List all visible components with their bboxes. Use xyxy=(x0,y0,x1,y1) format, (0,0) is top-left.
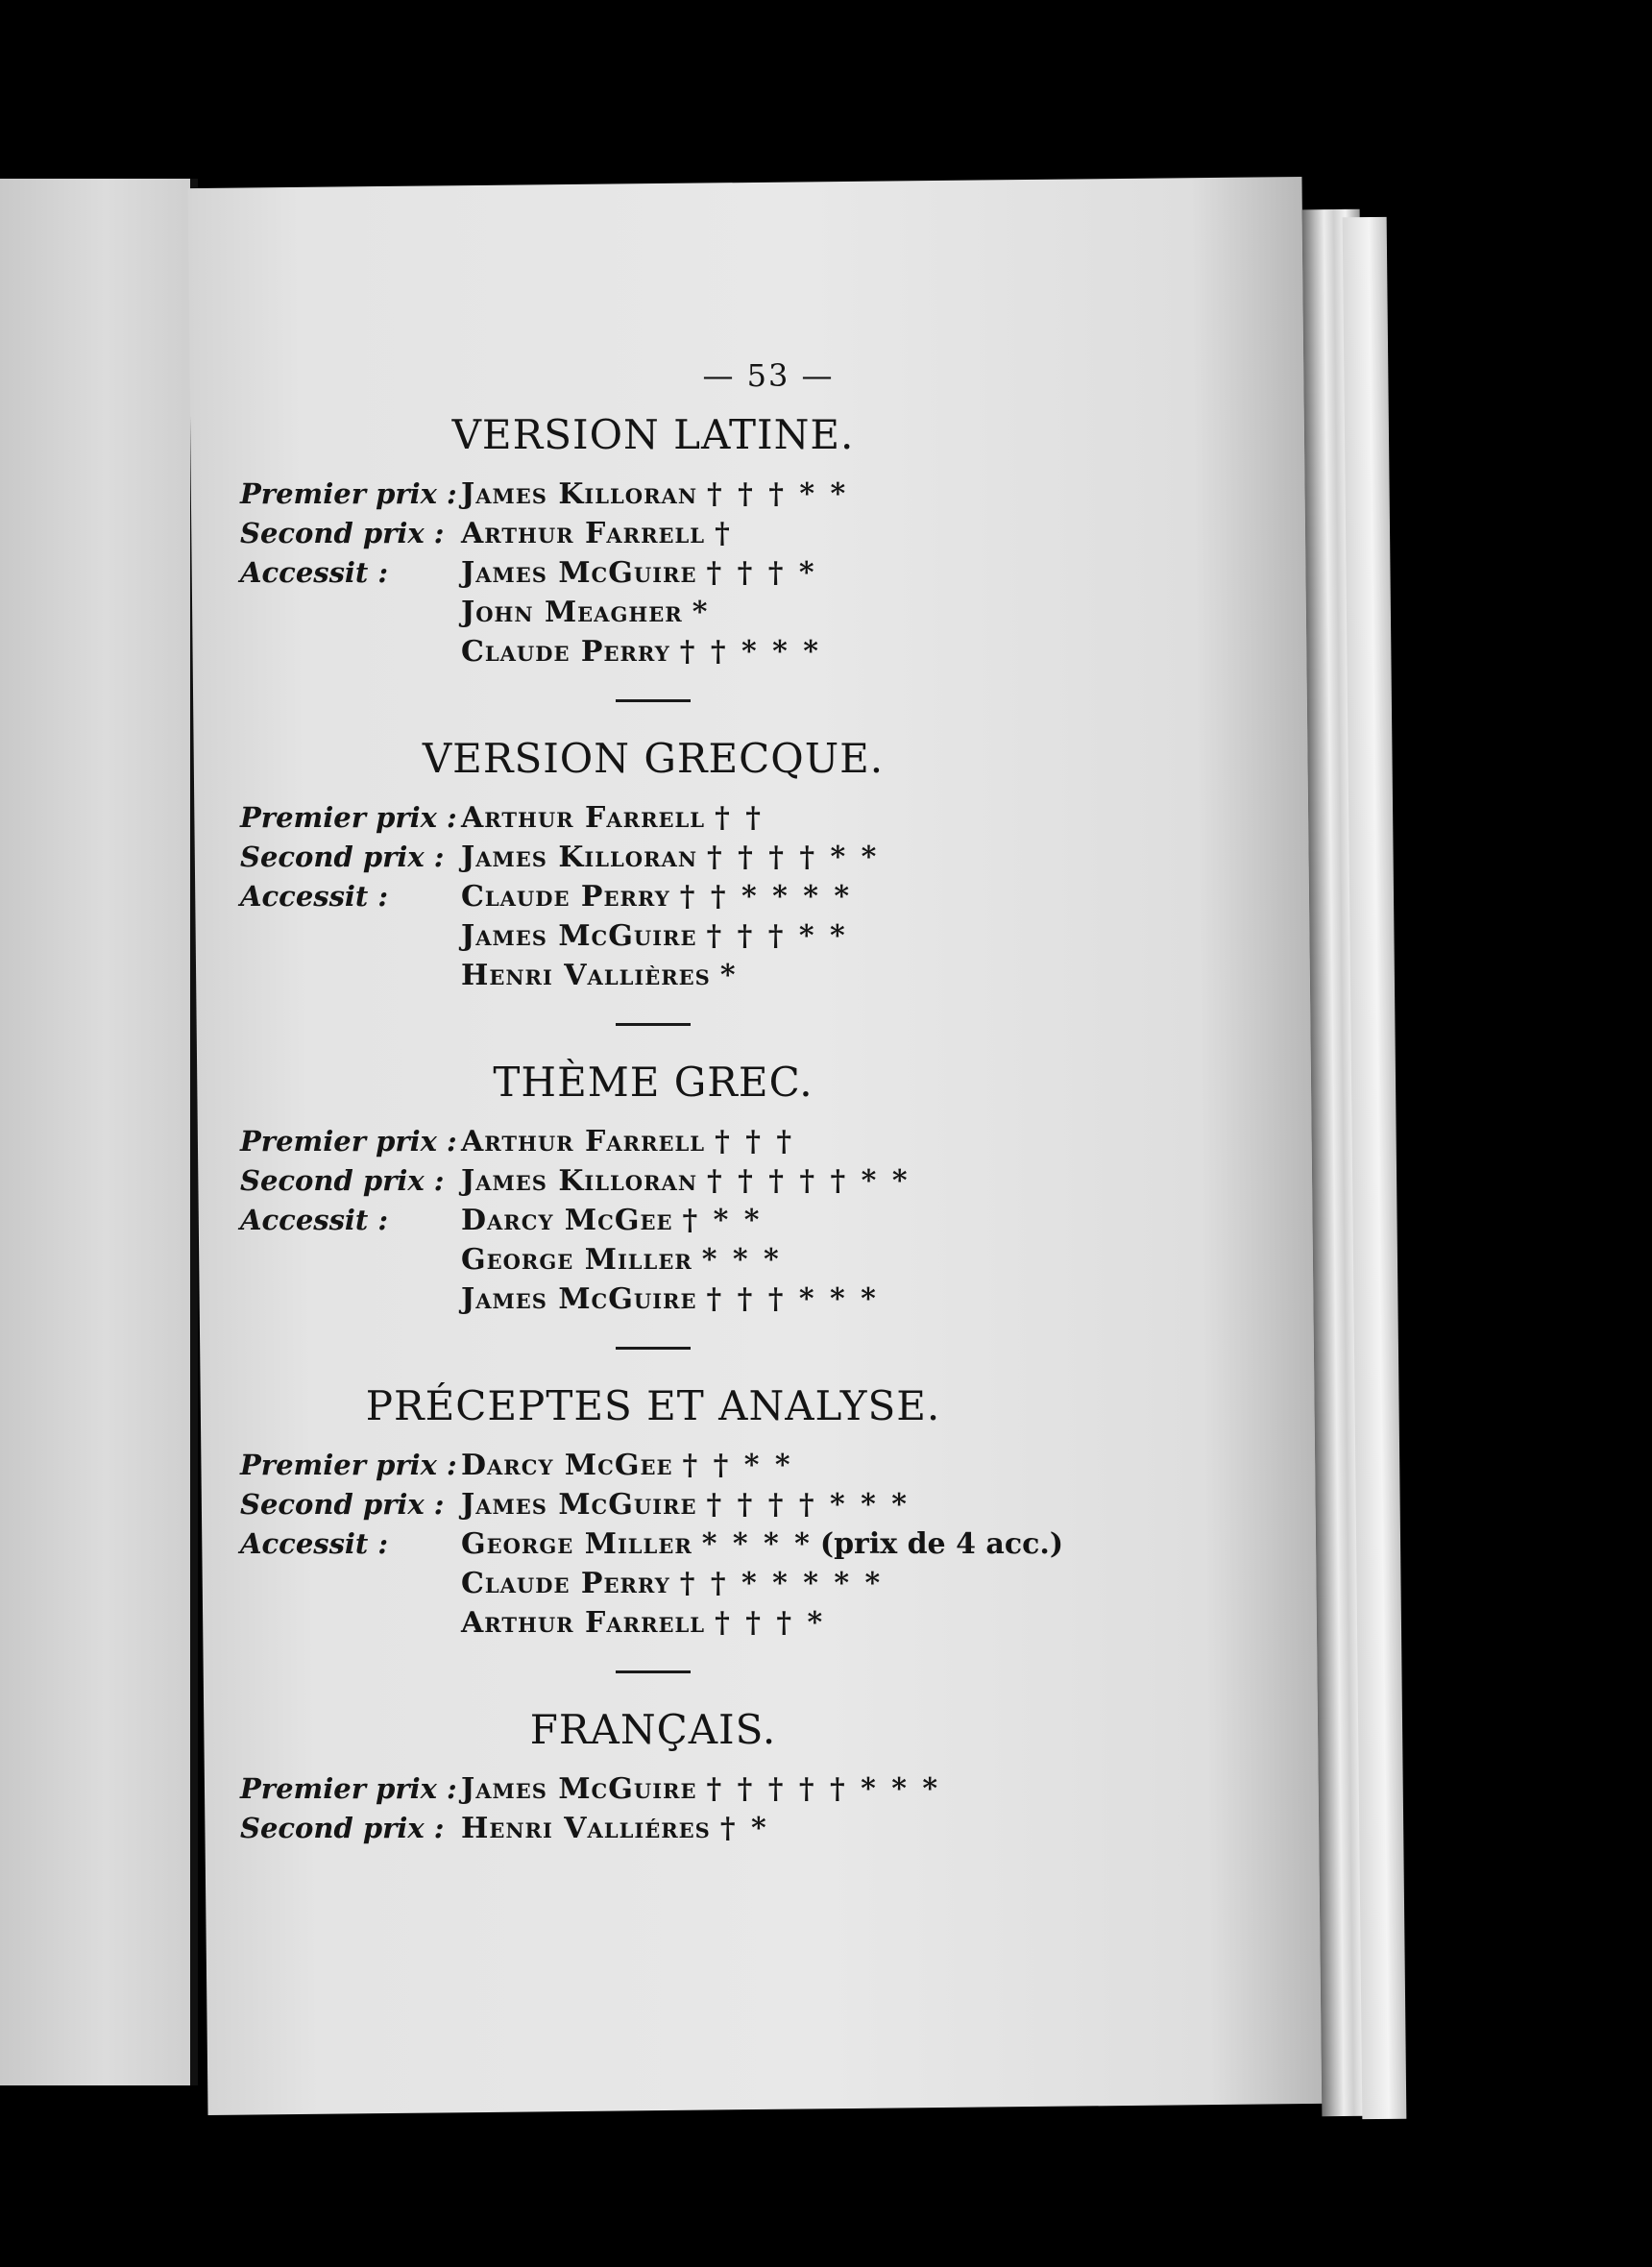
merit-marks: † xyxy=(715,517,733,550)
student-name: Arthur Farrell xyxy=(461,517,706,550)
student-name: Claude Perry xyxy=(461,1567,670,1600)
student-name: Henri Vallières xyxy=(461,959,711,992)
prize-label: Accessit : xyxy=(240,556,389,589)
prize-section xyxy=(240,1059,1066,1322)
student-name: Darcy McGee xyxy=(461,1449,673,1482)
prize-row xyxy=(240,1812,1066,1851)
prize-row xyxy=(240,1527,1066,1567)
student-name: James McGuire xyxy=(461,556,697,590)
merit-marks: † † * * * xyxy=(679,635,821,669)
section-title: VERSION GRECQUE. xyxy=(422,735,885,782)
student-name: Arthur Farrell xyxy=(461,1125,706,1158)
merit-marks: * xyxy=(719,959,739,992)
prize-section xyxy=(240,411,1066,674)
prize-label: Premier prix : xyxy=(240,1449,457,1481)
prize-label: Premier prix : xyxy=(240,1125,457,1158)
prize-row xyxy=(240,477,1066,517)
student-name: Arthur Farrell xyxy=(461,801,706,835)
section-title: FRANÇAIS. xyxy=(529,1706,777,1753)
prize-section xyxy=(240,735,1066,998)
merit-marks: † † † † * * xyxy=(707,841,880,874)
prize-note: (prix de 4 acc.) xyxy=(819,1527,1064,1561)
prize-row xyxy=(240,1606,1066,1645)
merit-marks: † † * * * * * xyxy=(679,1567,884,1600)
student-name: Claude Perry xyxy=(461,635,670,669)
merit-marks: † † xyxy=(715,801,764,835)
prize-section xyxy=(240,1382,1066,1645)
student-name: George Miller xyxy=(461,1527,692,1561)
student-name: James Killoran xyxy=(461,841,698,874)
merit-marks: † † † * * xyxy=(706,919,848,953)
prize-row xyxy=(240,635,1066,674)
student-name: Henri Valliéres xyxy=(461,1812,711,1845)
student-name: James McGuire xyxy=(461,1488,697,1522)
prize-label: Second prix : xyxy=(240,841,445,873)
prize-row xyxy=(240,596,1066,635)
merit-marks: † † † † * * * xyxy=(706,1488,910,1522)
prize-label: Second prix : xyxy=(240,1164,445,1197)
prize-row xyxy=(240,1488,1066,1527)
prize-row xyxy=(240,841,1066,880)
prize-label: Premier prix : xyxy=(240,801,457,834)
student-name: Darcy McGee xyxy=(461,1204,673,1237)
prize-label: Accessit : xyxy=(240,880,389,913)
prize-label: Second prix : xyxy=(240,1812,445,1844)
section-divider xyxy=(616,699,691,702)
prize-label: Premier prix : xyxy=(240,1772,457,1805)
merit-marks: † † † * * xyxy=(707,477,849,511)
section-divider xyxy=(616,1347,691,1350)
merit-marks: † * xyxy=(719,1812,769,1845)
merit-marks: † * * xyxy=(682,1204,763,1237)
prize-row xyxy=(240,517,1066,556)
merit-marks: † † † xyxy=(715,1125,795,1158)
section-title: PRÉCEPTES ET ANALYSE. xyxy=(365,1382,941,1429)
section-divider xyxy=(616,1670,691,1673)
student-name: James McGuire xyxy=(461,919,697,953)
student-name: James Killoran xyxy=(461,477,698,511)
merit-marks: † † † * xyxy=(715,1606,826,1640)
merit-marks: * xyxy=(692,596,711,629)
merit-marks: † † * * * * xyxy=(679,880,853,914)
student-name: James Killoran xyxy=(461,1164,698,1198)
section-title: THÈME GREC. xyxy=(493,1059,814,1106)
prize-row xyxy=(240,801,1066,841)
prize-label: Accessit : xyxy=(240,1527,389,1560)
merit-marks: † † † * xyxy=(706,556,817,590)
student-name: George Miller xyxy=(461,1243,692,1277)
section-divider xyxy=(616,1023,691,1026)
student-name: Claude Perry xyxy=(461,880,670,914)
prize-row xyxy=(240,1567,1066,1606)
prize-row xyxy=(240,1204,1066,1243)
student-name: James McGuire xyxy=(461,1772,697,1806)
prize-row xyxy=(240,556,1066,596)
student-name: Arthur Farrell xyxy=(461,1606,706,1640)
prize-label: Accessit : xyxy=(240,1204,389,1236)
prize-row xyxy=(240,1125,1066,1164)
prize-row xyxy=(240,959,1066,998)
prize-row xyxy=(240,880,1066,919)
prize-row xyxy=(240,1449,1066,1488)
merit-marks: * * * xyxy=(701,1243,782,1277)
merit-marks: † † † † † * * * xyxy=(706,1772,941,1806)
prize-row xyxy=(240,919,1066,959)
page-number: — 53 — xyxy=(702,357,835,394)
prize-label: Second prix : xyxy=(240,517,445,549)
student-name: John Meagher xyxy=(461,596,683,629)
prize-label: Premier prix : xyxy=(240,477,457,510)
merit-marks: † † † † † * * xyxy=(707,1164,911,1198)
merit-marks: † † * * xyxy=(682,1449,793,1482)
merit-marks: * * * * xyxy=(701,1527,813,1561)
prize-row xyxy=(240,1282,1066,1322)
prize-row xyxy=(240,1164,1066,1204)
prize-sections xyxy=(240,411,1066,1851)
section-title: VERSION LATINE. xyxy=(451,411,855,458)
prize-row xyxy=(240,1772,1066,1812)
prize-label: Second prix : xyxy=(240,1488,445,1521)
student-name: James McGuire xyxy=(461,1282,697,1316)
page-content xyxy=(240,357,1066,1861)
prize-row xyxy=(240,1243,1066,1282)
left-page-edge xyxy=(0,179,192,2085)
prize-section xyxy=(240,1706,1066,1851)
merit-marks: † † † * * * xyxy=(706,1282,879,1316)
